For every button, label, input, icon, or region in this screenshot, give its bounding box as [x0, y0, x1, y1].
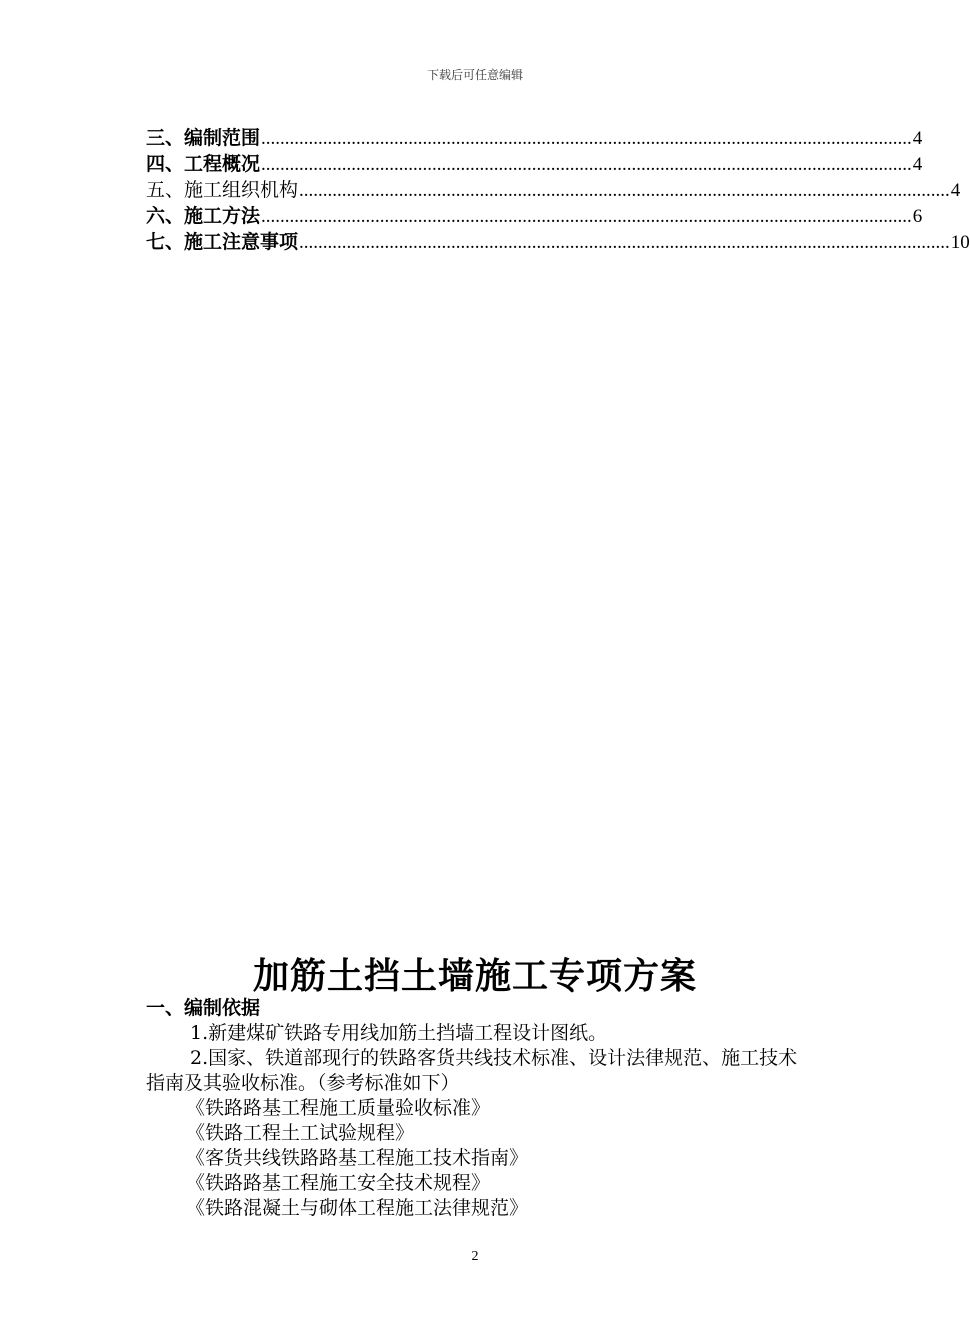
standard-reference: 《铁路混凝土与砌体工程施工法律规范》: [186, 1197, 529, 1219]
standard-reference: 《铁路工程土工试验规程》: [186, 1122, 415, 1144]
paragraph: 1.新建煤矿铁路专用线加筋土挡墙工程设计图纸。: [190, 1022, 608, 1044]
toc-entry-title: 四、工程概况: [146, 153, 261, 175]
toc-leader-dots: .........................................................................................................................................: [261, 206, 912, 227]
toc-leader-dots: .........................................................................................................................................: [299, 180, 950, 201]
standard-reference: 《客货共线铁路路基工程施工技术指南》: [186, 1147, 529, 1169]
toc-entry-page: 4: [950, 180, 961, 201]
toc-entry-title: 五、施工组织机构: [146, 179, 299, 201]
section-heading: 一、编制依据: [146, 997, 261, 1019]
document-body: [146, 996, 814, 1221]
toc-entry-page: 6: [912, 206, 923, 227]
toc-entry-title: 六、施工方法: [146, 205, 261, 227]
toc-entry[interactable]: [146, 229, 970, 255]
toc-entry[interactable]: [146, 177, 961, 203]
toc-entry[interactable]: [146, 125, 923, 151]
toc-entry-title: 七、施工注意事项: [146, 231, 299, 253]
table-of-contents: [146, 125, 970, 255]
document-title: 加筋土挡土墙施工专项方案: [252, 955, 697, 997]
standard-reference: 《铁路路基工程施工安全技术规程》: [186, 1172, 491, 1194]
toc-entry-title: 三、编制范围: [146, 127, 261, 149]
page-number: 2: [471, 1249, 479, 1264]
toc-leader-dots: .........................................................................................................................................: [299, 232, 950, 253]
toc-entry[interactable]: [146, 151, 923, 177]
toc-leader-dots: .........................................................................................................................................: [261, 154, 912, 175]
page-header: 下载后可任意编辑: [426, 68, 523, 82]
standard-reference: 《铁路路基工程施工质量验收标准》: [186, 1097, 491, 1119]
toc-entry-page: 4: [912, 128, 923, 149]
toc-entry[interactable]: [146, 203, 923, 229]
toc-entry-page: 10: [950, 232, 970, 253]
paragraph: 2.国家、铁道部现行的铁路客货共线技术标准、设计法律规范、施工技术指南及其验收标准。（参考标准如下）: [146, 1047, 798, 1094]
toc-leader-dots: .........................................................................................................................................: [261, 128, 912, 149]
toc-entry-page: 4: [912, 154, 923, 175]
